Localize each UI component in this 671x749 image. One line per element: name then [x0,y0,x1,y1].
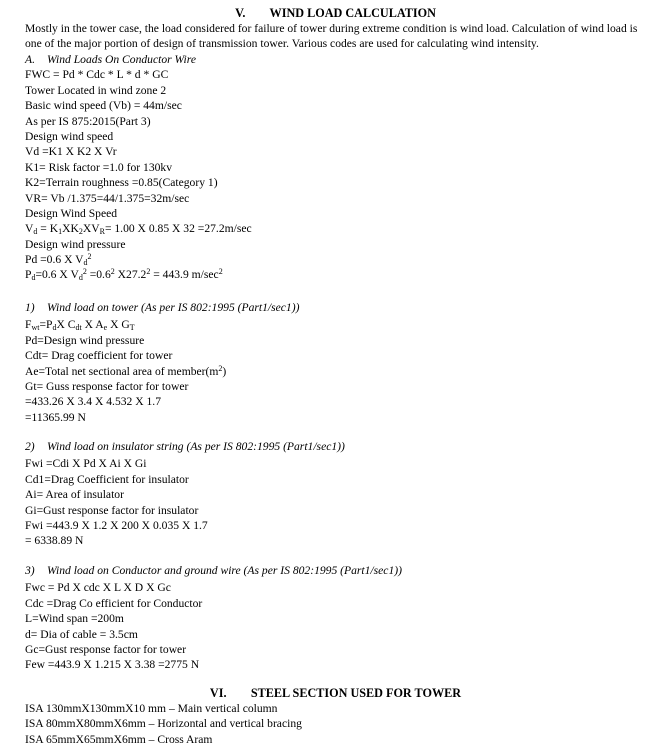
subsection-1 [25,300,653,425]
eq-part: X G [107,318,130,332]
subsection-2 [25,439,653,549]
text-line: Basic wind speed (Vb) = 44m/sec [25,99,182,113]
text-line: Design wind pressure [25,237,126,251]
eq-superscript: 2 [87,252,92,262]
eq-part: = K [37,222,59,236]
text-line: L=Wind span =200m [25,612,124,626]
eq-part: = 443.9 m/sec [150,268,219,282]
eq-subscript: d [52,323,57,333]
section-6-title [0,686,671,701]
text-line: Gt= Guss response factor for tower [25,379,189,393]
steel-section-item: ISA 130mmX130mmX10 mm – Main vertical column [25,702,278,715]
text-line: =433.26 X 3.4 X 4.532 X 1.7 [25,395,162,409]
eq-part: Pd =0.6 X V [25,253,84,267]
eq-subscript: R [99,227,105,237]
eq-subscript: d [83,258,88,268]
subsection-2-title: Wind load on insulator string (As per IS 802:1995 (Part1/sec1)) [47,440,345,453]
equation-line: Fwi =Cdi X Pd X Ai X Gi [25,457,147,471]
equation-line: Fwi =443.9 X 1.2 X 200 X 0.035 X 1.7 [25,518,208,532]
design-pressure-value [25,267,653,282]
equation-line: FWC = Pd * Cdc * L * d * GC [25,68,169,82]
eq-subscript: T [129,323,135,333]
text-line: Pd=Design wind pressure [25,333,145,347]
text-line: Gi=Gust response factor for insulator [25,503,199,517]
intro-text: Mostly in the tower case, the load considered for failure of tower during extreme condition is wind load. Calculation of wind load is one of the major portion of design of transmission tower. Various codes are used for calculating wind intensity. [25,22,638,51]
text-line: VR= Vb /1.375=44/1.375=32m/sec [25,191,190,205]
text-line: Cdc =Drag Co efficient for Conductor [25,596,203,610]
section-a-number: A. [25,53,35,66]
equation-line: Vd =K1 X K2 X Vr [25,145,117,159]
text-line: Design Wind Speed [25,206,118,220]
eq-part: X C [56,318,76,332]
eq-subscript: wt [31,323,40,333]
result-line: =11365.99 N [25,410,86,424]
result-line: = 6338.89 N [25,534,84,548]
section-6-number: VI. [209,686,227,700]
subsection-1-number: 1) [25,301,35,314]
eq-superscript: 2 [218,363,223,373]
eq-part: X27.2 [114,268,147,282]
text-line: Tower Located in wind zone 2 [25,83,167,97]
text-line: K2=Terrain roughness =0.85(Category 1) [25,176,218,190]
result-line: Few =443.9 X 1.215 X 3.38 =2775 N [25,658,200,672]
section-5-heading: WIND LOAD CALCULATION [269,6,436,20]
eq-part: V [25,222,34,236]
section-6-heading: STEEL SECTION USED FOR TOWER [250,686,462,700]
section-a [25,52,653,283]
text-line: Gc=Gust response factor for tower [25,642,187,656]
tower-wind-force-equation [25,317,653,332]
eq-part: =0.6 [86,268,111,282]
subsection-2-number: 2) [25,440,35,453]
section-a-heading [25,52,653,67]
eq-part: Ae=Total net sectional area of member(m [25,364,219,378]
eq-subscript: d [78,273,83,283]
eq-part: XV [82,222,100,236]
section-5-number: V. [235,6,246,20]
equation-line: Fwc = Pd X cdc X L X D X Gc [25,581,171,595]
text-line: As per IS 875:2015(Part 3) [25,114,151,128]
subsection-1-title: Wind load on tower (As per IS 802:1995 (Part1/sec1)) [47,301,300,314]
subsection-2-heading [25,439,653,454]
eq-part: P [25,268,32,282]
eq-part: F [25,318,32,332]
eq-part: =0.6 X V [35,268,79,282]
steel-section-item: ISA 65mmX65mmX6mm – Cross Aram [25,732,213,746]
eq-superscript: 2 [146,267,151,277]
eq-subscript: d [33,227,38,237]
eq-superscript: 2 [110,267,115,277]
eq-part: =P [39,318,53,332]
text-line: Design wind speed [25,129,114,143]
subsection-3-heading [25,563,653,578]
subsection-3-title: Wind load on Conductor and ground wire (As per IS 802:1995 (Part1/sec1)) [47,564,402,577]
eq-subscript: 1 [58,227,63,237]
steel-section-item: ISA 80mmX80mmX6mm – Horizontal and vertical bracing [25,717,302,731]
design-pressure-equation [25,252,653,267]
area-definition-line [25,364,653,379]
eq-part: X A [81,318,104,332]
section-a-title: Wind Loads On Conductor Wire [47,53,197,66]
intro-paragraph [25,21,653,52]
text-line: Cdt= Drag coefficient for tower [25,349,173,363]
text-line: d= Dia of cable = 3.5cm [25,627,138,641]
design-wind-speed-equation [25,221,653,236]
eq-part: = 1.00 X 0.85 X 32 =27.2m/sec [104,222,252,236]
subsection-1-heading [25,300,653,315]
eq-superscript: 2 [218,267,223,277]
eq-subscript: dt [75,323,82,333]
eq-subscript: d [31,273,36,283]
steel-section-list [25,701,653,747]
text-line: K1= Risk factor =1.0 for 130kv [25,160,173,174]
subsection-3-number: 3) [25,564,35,577]
eq-subscript: e [103,323,108,333]
subsection-3 [25,563,653,673]
eq-part: XK [62,222,79,236]
eq-subscript: 2 [78,227,83,237]
text-line: Cd1=Drag Coefficient for insulator [25,472,189,486]
section-5-title [0,6,671,21]
text-line: Ai= Area of insulator [25,488,124,502]
eq-superscript: 2 [82,267,87,277]
eq-part: ) [222,364,227,378]
